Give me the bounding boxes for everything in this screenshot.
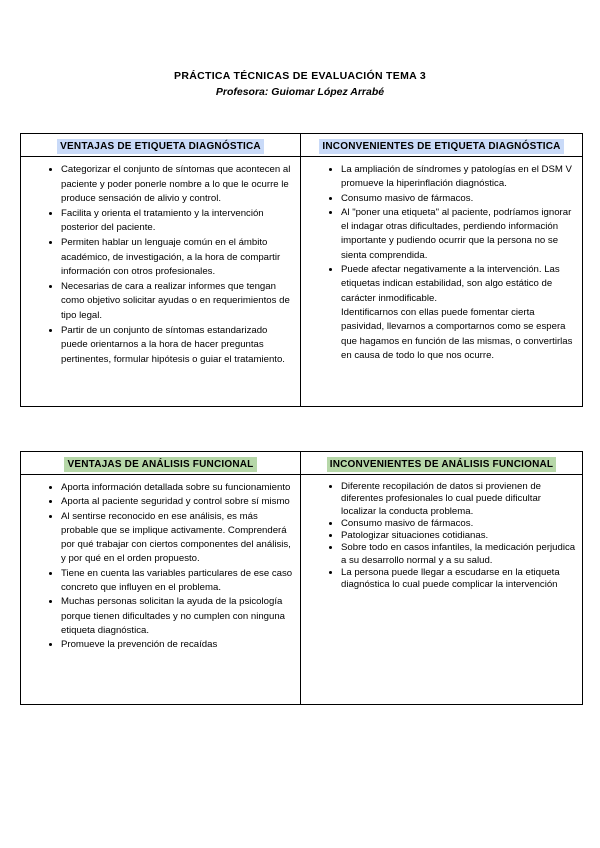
table-body-row	[21, 157, 583, 407]
advantages-cell	[21, 475, 301, 705]
list-item: • Permiten hablar un lenguaje común en el ámbito académico, de investigación, a la hora de compartir información con otros profesionales.	[61, 236, 294, 280]
list-item: • La ampliación de síndromes y patologías en el DSM V promueve la hiperinflación diagnóstica.	[341, 163, 576, 192]
list-item: • Aporta información detallada sobre su funcionamiento	[61, 481, 294, 495]
list-item: • Aporta al paciente seguridad y control sobre sí mismo	[61, 495, 294, 509]
header-cell-disadvantages	[301, 134, 583, 157]
header-label: INCONVENIENTES DE ETIQUETA DIAGNÓSTICA	[319, 139, 563, 154]
header-label: VENTAJAS DE ANÁLISIS FUNCIONAL	[64, 457, 256, 472]
header-cell-advantages	[21, 134, 301, 157]
list-item: • Necesarias de cara a realizar informes que tengan como objetivo solicitar ayudas o en requerimientos de tipo legal.	[61, 280, 294, 324]
disadvantages-list	[301, 157, 582, 306]
diagnostic-label-table	[20, 133, 583, 407]
continuation-paragraph: Identificarnos con ellas puede fomentar cierta pasividad, llevarnos a comportarnos como se espera que hagamos en función de las mismas, o convertirlas en causa de todo lo que nos ocurre.	[341, 306, 573, 361]
list-item: • Tiene en cuenta las variables particulares de ese caso concreto que influyen en el problema.	[61, 567, 294, 596]
list-item: • Sobre todo en casos infantiles, la medicación perjudica a su desarrollo normal y a su salud.	[341, 542, 576, 567]
list-item: • Diferente recopilación de datos si provienen de diferentes profesionales lo cual puede dificultar localizar la conducta problema.	[341, 481, 576, 518]
list-item: • Patologizar situaciones cotidianas.	[341, 530, 576, 542]
list-item: • Puede afectar negativamente a la intervención. Las etiquetas indican estabilidad, son algo estático de carácter inmodificable.	[341, 263, 576, 306]
list-item: • La persona puede llegar a escudarse en la etiqueta diagnóstica lo cual puede complicar la intervención	[341, 567, 576, 592]
table-header-row	[21, 452, 583, 475]
list-item: • Consumo masivo de fármacos.	[341, 192, 576, 206]
header-cell-disadvantages	[301, 452, 583, 475]
list-item: • Al sentirse reconocido en ese análisis, es más probable que se implique activamente. Comprenderá por qué trabajar con ciertos componentes del análisis, y por qué en el orden propuesto.	[61, 510, 294, 567]
list-item: • Promueve la prevención de recaídas	[61, 638, 294, 652]
header-label: VENTAJAS DE ETIQUETA DIAGNÓSTICA	[57, 139, 264, 154]
list-item: • Partir de un conjunto de síntomas estandarizado puede orientarnos a la hora de hacer preguntas pertinentes, formular hipótesis o guiar el tratamiento.	[61, 324, 294, 368]
table-body-row	[21, 475, 583, 705]
header-label: INCONVENIENTES DE ANÁLISIS FUNCIONAL	[327, 457, 557, 472]
functional-analysis-table	[20, 451, 583, 705]
advantages-cell	[21, 157, 301, 407]
list-item: • Facilita y orienta el tratamiento y la intervención posterior del paciente.	[61, 207, 294, 236]
list-item: • Consumo masivo de fármacos.	[341, 518, 576, 530]
advantages-list	[21, 157, 300, 371]
table-header-row	[21, 134, 583, 157]
list-item: • Al "poner una etiqueta" al paciente, podríamos ignorar el indagar otras dificultades, perdiendo información importante y pudiendo ocurrir que la persona no se sienta comprendida.	[341, 206, 576, 263]
list-item: • Muchas personas solicitan la ayuda de la psicología porque tienen dificultades y no cumplen con ninguna etiqueta diagnóstica.	[61, 595, 294, 638]
advantages-list	[21, 475, 300, 657]
list-item: • Categorizar el conjunto de síntomas que acontecen al paciente y poder ponerle nombre a lo que le ocurre le produce sensación de alivio y control.	[61, 163, 294, 207]
disadvantages-cell	[301, 475, 583, 705]
disadvantages-cell	[301, 157, 583, 407]
disadvantages-list	[301, 475, 582, 596]
document-title: PRÁCTICA TÉCNICAS DE EVALUACIÓN TEMA 3	[174, 70, 426, 82]
document-subtitle: Profesora: Guiomar López Arrabé	[215, 86, 385, 98]
header-cell-advantages	[21, 452, 301, 475]
